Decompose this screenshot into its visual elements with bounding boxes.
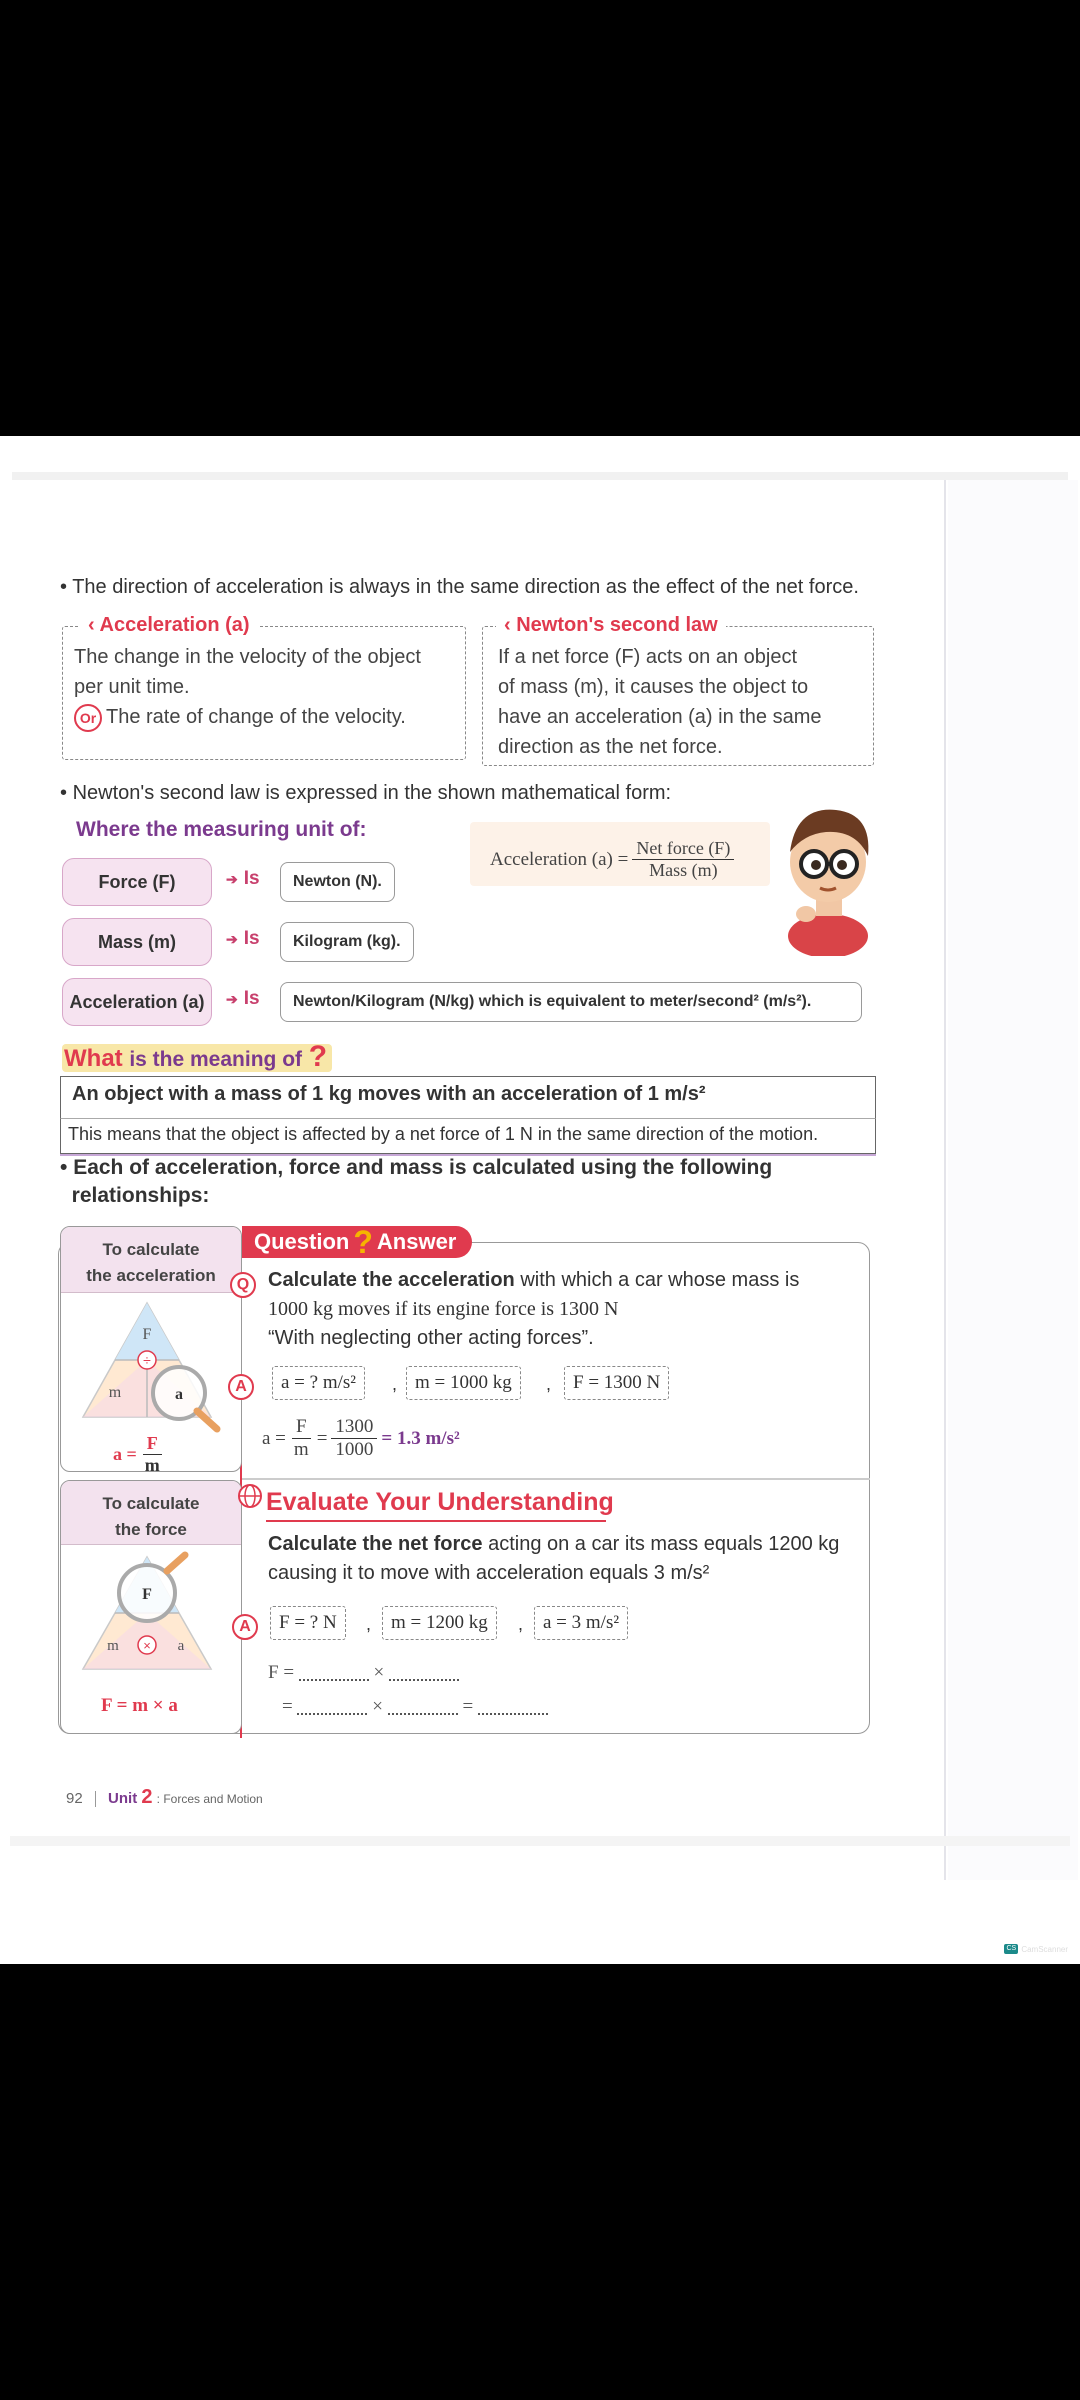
section-divider	[242, 1478, 870, 1480]
question-text	[268, 1266, 858, 1353]
evaluate-question	[268, 1530, 868, 1588]
answer-tag-icon: A	[228, 1374, 254, 1400]
newton-box-title: ‹ Newton's second law	[496, 614, 726, 637]
evaluate-title: Evaluate Your Understanding	[266, 1488, 614, 1516]
evaluate-underline	[266, 1520, 606, 1522]
acceleration-unit-pill	[62, 978, 212, 1026]
meaning-explanation: This means that the object is affected by a net force of 1 N in the same direction of the motion.	[68, 1124, 819, 1144]
question-rest: with which a car whose mass is	[514, 1269, 800, 1291]
relationships-bullet: • Each of acceleration, force and mass is calculated using the following relationships:	[60, 1156, 773, 1207]
triangle-operator: ÷	[143, 1352, 151, 1368]
mass-unit-text: Kilogram (kg).	[293, 933, 401, 950]
formula-left: Acceleration (a) =	[490, 848, 629, 870]
scanned-page	[0, 436, 1080, 1964]
footer-unit-word: Unit	[108, 1790, 138, 1807]
sol-den: 1000	[335, 1439, 374, 1460]
question-tag-icon: Q	[230, 1272, 256, 1298]
eval-given-accel-text: a = 3 m/s²	[543, 1612, 620, 1633]
newton-box-title-text: Newton's second law	[516, 614, 718, 636]
work-times: ×	[372, 1696, 383, 1717]
meaning-rest: is the meaning of	[129, 1048, 303, 1071]
acceleration-formula-panel	[113, 1433, 164, 1476]
calc-a-fraction	[141, 1433, 164, 1476]
camscanner-icon: CS	[1004, 1944, 1018, 1954]
evaluate-work-line1	[268, 1662, 459, 1684]
sol-f: F	[292, 1416, 311, 1439]
formula-fraction	[632, 838, 734, 881]
arrow-icon: ➔	[226, 871, 238, 887]
second-law-bullet-text: Newton's second law is expressed in the shown mathematical form:	[72, 782, 672, 804]
evaluate-line2: causing it to move with acceleration equals 3 m/s²	[268, 1562, 710, 1584]
acceleration-formula	[490, 838, 734, 881]
given-acceleration-text: a = ? m/s²	[281, 1372, 356, 1393]
calc-accel-head2: the acceleration	[86, 1266, 216, 1285]
scan-edge-bottom	[10, 1836, 1070, 1846]
given-force-text: F = 1300 N	[573, 1372, 661, 1393]
meaning-statement: An object with a mass of 1 kg moves with an acceleration of 1 m/s²	[72, 1083, 706, 1105]
footer-unit-title: : Forces and Motion	[156, 1792, 263, 1806]
blank-field[interactable]	[299, 1667, 369, 1681]
blank-field[interactable]	[297, 1701, 367, 1715]
calc-a-den: m	[144, 1455, 160, 1475]
calc-accel-head1: To calculate	[102, 1240, 200, 1259]
relationships-line1: Each of acceleration, force and mass is calculated using the following	[73, 1156, 773, 1179]
sol-fm	[290, 1416, 313, 1461]
newton-law-line1: If a net force (F) acts on an object	[498, 646, 798, 668]
sol-m: m	[293, 1439, 309, 1460]
eval-given-mass-text: m = 1200 kg	[391, 1612, 488, 1633]
triangle-right-label: a	[175, 1386, 183, 1403]
question-bold: Calculate the acceleration	[268, 1269, 515, 1291]
scan-edge	[12, 472, 1068, 480]
eval-given-accel	[534, 1606, 628, 1640]
given-mass	[406, 1366, 521, 1400]
given-force	[564, 1366, 669, 1400]
newton-box-body	[498, 642, 868, 762]
calc-force-head	[61, 1481, 241, 1545]
sol-result: = 1.3 m/s²	[381, 1427, 460, 1449]
page-margin	[948, 480, 1078, 1880]
calc-acceleration-panel	[60, 1226, 242, 1475]
measuring-unit-heading: Where the measuring unit of:	[76, 818, 367, 841]
intro-bullet-text: The direction of acceleration is always in the same direction as the effect of the net force.	[72, 576, 859, 598]
acceleration-box-title: ‹ Acceleration (a)	[80, 614, 258, 637]
newton-law-line2: of mass (m), it causes the object to	[498, 676, 809, 698]
question-answer-banner	[242, 1223, 472, 1260]
blank-field[interactable]	[389, 1667, 459, 1681]
page-footer	[66, 1786, 263, 1809]
evaluate-work-line2	[282, 1696, 548, 1718]
mass-unit-value	[280, 922, 414, 962]
work-times: ×	[373, 1662, 385, 1683]
sol-a: a =	[262, 1427, 286, 1449]
evaluate-bold: Calculate the net force	[268, 1533, 483, 1555]
calc-a-left: a =	[113, 1444, 137, 1464]
thinking-boy-illustration	[776, 796, 882, 956]
mass-is-label	[226, 928, 260, 950]
is-text: Is	[243, 988, 260, 1009]
intro-bullet: • The direction of acceleration is always in the same direction as the effect of the net force.	[60, 576, 859, 598]
acceleration-is-label	[226, 988, 260, 1010]
calc-force-panel	[60, 1480, 242, 1734]
given-sep: ,	[546, 1374, 552, 1394]
force-triangle-right: a	[177, 1638, 185, 1654]
is-text: Is	[243, 868, 260, 889]
question-line3: “With neglecting other acting forces”.	[268, 1327, 594, 1349]
sol-numbers	[331, 1416, 377, 1461]
evaluate-answer-tag: A	[232, 1614, 258, 1640]
is-text: Is	[243, 928, 260, 949]
meaning-heading	[64, 1040, 327, 1074]
solution-line	[262, 1416, 460, 1461]
banner-answer: Answer	[376, 1229, 457, 1254]
acceleration-unit-value	[280, 982, 862, 1022]
eval-sep: ,	[366, 1614, 372, 1634]
force-unit-value	[280, 862, 395, 902]
question-line2: 1000 kg moves if its engine force is 1300 N	[268, 1298, 619, 1320]
force-triangle-top: F	[142, 1586, 152, 1603]
eval-given-mass	[382, 1606, 497, 1640]
globe-icon	[236, 1482, 264, 1510]
arrow-icon: ➔	[226, 991, 238, 1007]
eval-given-force	[270, 1606, 346, 1640]
force-formula-panel: F = m × a	[101, 1695, 178, 1716]
calc-force-head1: To calculate	[102, 1494, 200, 1513]
formula-numerator: Net force (F)	[632, 838, 734, 860]
given-mass-text: m = 1000 kg	[415, 1372, 512, 1393]
acceleration-def-line3: The rate of change of the velocity.	[106, 706, 406, 728]
evaluate-rest: acting on a car its mass equals 1200 kg	[482, 1533, 840, 1555]
work-f-equals: F =	[268, 1662, 295, 1683]
banner-qmark-icon: ?	[353, 1223, 373, 1260]
page-spine	[944, 480, 946, 1880]
triangle-top-label: F	[142, 1326, 152, 1343]
work-equals: =	[282, 1696, 293, 1717]
blank-field[interactable]	[478, 1701, 548, 1715]
given-acceleration	[272, 1366, 365, 1400]
camscanner-watermark	[1004, 1944, 1068, 1954]
force-label: Force (F)	[98, 871, 176, 892]
force-triangle-operator: ×	[143, 1638, 151, 1653]
force-triangle-force	[67, 1549, 237, 1689]
page-number: 92	[66, 1790, 83, 1807]
acceleration-def-line2: per unit time.	[74, 676, 190, 698]
acceleration-box-body	[74, 642, 464, 732]
eval-sep: ,	[518, 1614, 524, 1634]
camscanner-text: CamScanner	[1021, 1944, 1068, 1954]
footer-unit-number: 2	[141, 1786, 153, 1808]
question-mark-icon: ?	[308, 1040, 328, 1073]
meaning-what: What	[64, 1045, 123, 1072]
triangle-left-label: m	[108, 1384, 122, 1401]
blank-field[interactable]	[388, 1701, 458, 1715]
formula-denominator: Mass (m)	[649, 860, 718, 880]
force-unit-pill	[62, 858, 212, 906]
force-triangle-acceleration	[67, 1297, 237, 1437]
force-unit-text: Newton (N).	[293, 873, 382, 890]
newton-law-line3: have an acceleration (a) in the same	[498, 706, 822, 728]
formula-card	[470, 822, 770, 886]
acceleration-box-title-text: Acceleration (a)	[99, 614, 250, 636]
second-law-bullet: • Newton's second law is expressed in the shown mathematical form:	[60, 782, 672, 804]
arrow-icon: ➔	[226, 931, 238, 947]
given-sep: ,	[392, 1374, 398, 1394]
eval-given-force-text: F = ? N	[279, 1612, 337, 1633]
force-is-label	[226, 868, 260, 890]
acceleration-def-line1: The change in the velocity of the object	[74, 646, 421, 668]
calc-a-num: F	[143, 1433, 162, 1455]
or-badge: Or	[74, 704, 102, 732]
relationships-line2: relationships:	[71, 1184, 210, 1207]
mass-label: Mass (m)	[97, 931, 177, 952]
calc-force-head2: the force	[115, 1520, 187, 1539]
acceleration-unit-text: Newton/Kilogram (N/kg) which is equivalent to meter/second² (m/s²).	[293, 993, 812, 1010]
acceleration-label: Acceleration (a)	[69, 991, 205, 1012]
calc-acceleration-head	[61, 1227, 241, 1293]
work-equals: =	[462, 1696, 474, 1717]
sol-eq: =	[316, 1427, 328, 1449]
newton-law-line4: direction as the net force.	[498, 736, 723, 758]
force-triangle-left: m	[107, 1638, 119, 1654]
mass-unit-pill	[62, 918, 212, 966]
sol-num: 1300	[331, 1416, 377, 1439]
banner-question: Question	[254, 1229, 350, 1254]
